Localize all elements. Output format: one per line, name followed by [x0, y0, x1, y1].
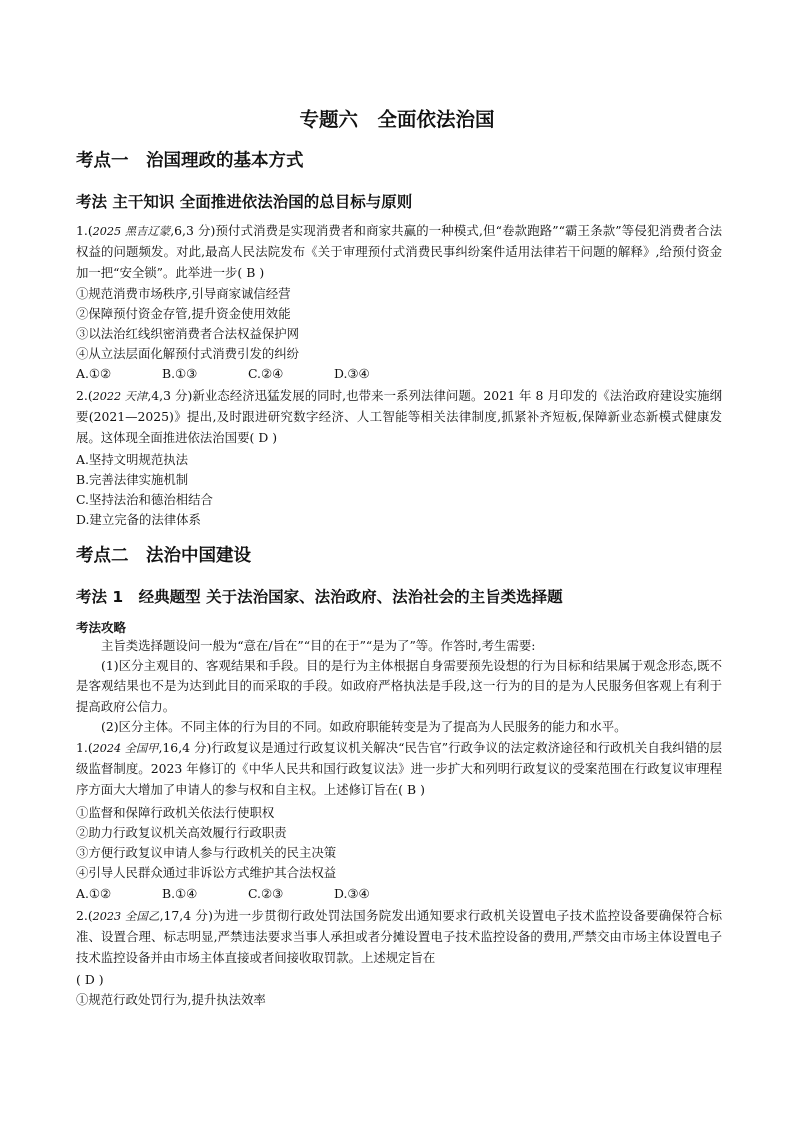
s1-q1-item-1: ①规范消费市场秩序,引导商家诚信经营 [76, 286, 291, 301]
section1-heading: 考点一 治国理政的基本方式 [76, 151, 304, 171]
q-source: 2022 天津 [92, 390, 148, 403]
q-meta: ,16,4 分) [158, 740, 212, 755]
option-c: C.②③ [248, 886, 284, 901]
s1-q1-item-2: ②保障预付资金存管,提升资金使用效能 [76, 306, 291, 321]
q-text: 预付式消费是实现消费者和商家共赢的一种模式,但“卷款跑路”“霸王条款”等侵犯消费者合法权益的问题频发。对此,最高人民法院发布《关于审理预付式消费民事纠纷案件适用法律若干问题的解释》,给预付资金加一把“安全锁”。此举进一步( [76, 223, 722, 280]
option-d: D.③④ [334, 366, 370, 381]
option-b: B.①③ [162, 366, 198, 381]
s2-q1-item-1: ①监督和保障行政机关依法行使职权 [76, 805, 275, 820]
s1-q2-choice-c: C.坚持法治和德治相结合 [76, 492, 213, 507]
q-text: 为进一步贯彻行政处罚法国务院发出通知要求行政机关设置电子技术监控设备要确保符合标准、设置合理、标志明显,严禁违法要求当事人承担或者分摊设置电子技术监控设备的费用,严禁交由市场主体设置电子技术监控设备并由市场主体直接或者间接收取罚款。上述规定旨在 [76, 908, 723, 965]
q-number: 2.( [76, 388, 93, 403]
s1-q1-stem: 1.(2025 黑吉辽蒙,6,3 分)预付式消费是实现消费者和商家共赢的一种模式,但“卷款跑路”“霸王条款”等侵犯消费者合法权益的问题频发。对此,最高人民法院发布《关于审理预付式消费民事纠纷案件适用法律若干问题的解释》,给预付资金加一把“安全锁”。此举进一步( B ) [76, 223, 722, 280]
s1-q1-item-4: ④从立法层面化解预付式消费引发的纠纷 [76, 346, 300, 361]
s1-q2-stem: 2.(2022 天津,4,3 分)新业态经济迅猛发展的同时,也带来一系列法律问题。2021 年 8 月印发的《法治政府建设实施纲要(2021—2025)》提出,及时跟进研究数字经济、人工智能等相关法律制度,抓紧补齐短板,保障新业态新模式健康发展。这体现全面推进依法治国要( D ) [76, 388, 722, 445]
s1-q1-item-3: ③以法治红线织密消费者合法权益保护网 [76, 326, 300, 341]
section2-heading: 考点二 法治中国建设 [76, 546, 251, 566]
s1-q1-options [76, 364, 420, 384]
s2-q1-options [76, 884, 420, 904]
option-b: B.①④ [162, 886, 198, 901]
q-number: 1.( [76, 740, 93, 755]
q-source: 2023 全国乙 [92, 910, 160, 923]
answer-letter: D [258, 429, 269, 445]
s2-q1-item-3: ③方便行政复议申请人参与行政机关的民主决策 [76, 845, 337, 860]
q-text: 新业态经济迅猛发展的同时,也带来一系列法律问题。2021 年 8 月印发的《法治政府建设实施纲要(2021—2025)》提出,及时跟进研究数字经济、人工智能等相关法律制度,抓紧补齐短板,保障新业态新模式健康发展。这体现全面推进依法治国要( [76, 388, 722, 445]
s1-q2-choice-d: D.建立完备的法律体系 [76, 512, 201, 527]
strategy-point-1: (1)区分主观目的、客观结果和手段。目的是行为主体根据自身需要预先设想的行为目标和结果属于观念形态,既不是客观结果也不是为达到此目的而采取的手段。如政府严格执法是手段,这一行为的目的是为人民服务但客观上有利于提高政府公信力。 [76, 658, 722, 714]
section1-method: 考法 主干知识 全面推进依法治国的总目标与原则 [76, 193, 413, 211]
q-text: 行政复议是通过行政复议机关解决“民告官”行政争议的法定救济途径和行政机关自我纠错的层级监督制度。2023 年修订的《中华人民共和国行政复议法》进一步扩大和列明行政复议的受案范围在行政复议审理程序方面大大增加了申请人的参与权和自主权。上述修订旨在( [76, 740, 722, 797]
q-number: 1.( [76, 223, 93, 238]
s2-q1-item-2: ②助力行政复议机关高效履行行政职责 [76, 825, 287, 840]
page-title: 专题六 全面依法治国 [299, 108, 495, 131]
strategy-intro: 主旨类选择题设问一般为“意在/旨在”“目的在于”“是为了”等。作答时,考生需要: [101, 638, 536, 653]
q-meta: ,17,4 分) [159, 908, 213, 923]
section2-method: 考法 1 经典题型 关于法治国家、法治政府、法治社会的主旨类选择题 [76, 588, 563, 606]
q-source: 2024 全国甲 [92, 742, 159, 755]
option-a: A.①② [76, 366, 112, 381]
option-c: C.②④ [248, 366, 284, 381]
option-a: A.①② [76, 886, 112, 901]
q-meta: ,6,3 分) [170, 223, 216, 238]
strategy-label: 考法攻略 [76, 620, 127, 635]
s2-q2-answer-line: ( D ) [76, 972, 104, 987]
s2-q2-stem [76, 906, 722, 968]
answer-letter: D [84, 972, 95, 987]
s2-q1-item-4: ④引导人民群众通过非诉讼方式维护其合法权益 [76, 865, 337, 880]
s2-q2-item-1: ①规范行政处罚行为,提升执法效率 [76, 992, 266, 1007]
strategy-point-2: (2)区分主体。不同主体的行为目的不同。如政府职能转变是为了提高为人民服务的能力和水平。 [101, 719, 627, 734]
s2-q1-stem: 1.(2024 全国甲,16,4 分)行政复议是通过行政复议机关解决“民告官”行政争议的法定救济途径和行政机关自我纠错的层级监督制度。2023 年修订的《中华人民共和国行政复议法》进一步扩大和列明行政复议的受案范围在行政复议审理程序方面大大增加了申请人的参与权和自主权。上述修订旨在( B ) [76, 740, 722, 797]
q-number: 2.( [76, 908, 93, 923]
answer-letter: B [246, 264, 256, 280]
option-d: D.③④ [334, 886, 370, 901]
s1-q2-choice-b: B.完善法律实施机制 [76, 472, 189, 487]
s1-q2-choice-a: A.坚持文明规范执法 [76, 452, 189, 467]
q-meta: ,4,3 分) [147, 388, 193, 403]
q-source: 2025 黑吉辽蒙 [92, 225, 171, 238]
answer-letter: B [407, 781, 417, 797]
